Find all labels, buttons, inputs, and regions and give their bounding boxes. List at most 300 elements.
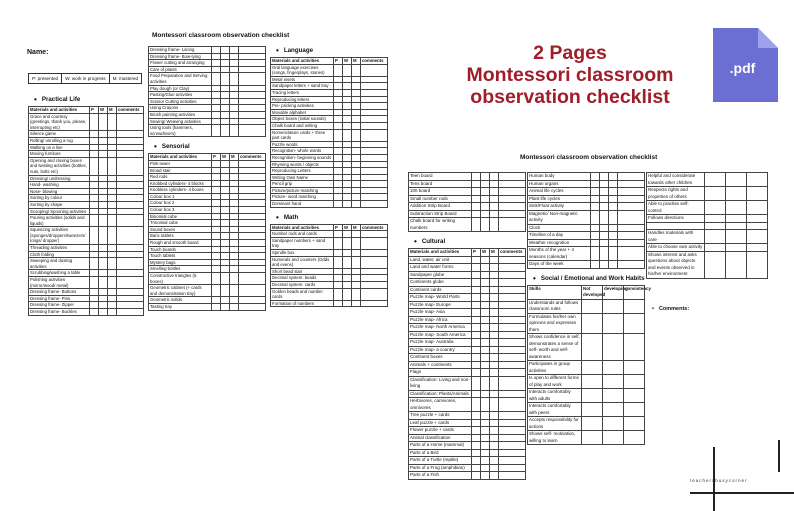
check-cell[interactable] [481, 286, 490, 294]
check-cell[interactable] [99, 227, 108, 245]
comment-cell[interactable] [499, 180, 526, 188]
check-cell[interactable] [90, 137, 99, 144]
check-cell[interactable] [108, 113, 117, 131]
check-cell[interactable] [747, 230, 768, 244]
check-cell[interactable] [221, 246, 230, 253]
check-cell[interactable] [212, 253, 221, 260]
check-cell[interactable] [90, 195, 99, 202]
check-cell[interactable] [472, 188, 481, 196]
check-cell[interactable] [343, 237, 352, 249]
comment-cell[interactable] [499, 412, 526, 420]
check-cell[interactable] [90, 208, 99, 215]
check-cell[interactable] [334, 250, 343, 257]
check-cell[interactable] [490, 457, 499, 465]
comment-cell[interactable] [239, 273, 266, 285]
check-cell[interactable] [591, 195, 600, 203]
check-cell[interactable] [472, 427, 481, 435]
check-cell[interactable] [343, 256, 352, 268]
check-cell[interactable] [481, 369, 490, 377]
check-cell[interactable] [212, 92, 221, 99]
check-cell[interactable] [609, 188, 618, 196]
check-cell[interactable] [609, 239, 618, 247]
check-cell[interactable] [472, 294, 481, 302]
comment-cell[interactable] [239, 303, 266, 310]
check-cell[interactable] [108, 245, 117, 252]
check-cell[interactable] [624, 313, 645, 334]
comment-cell[interactable] [499, 286, 526, 294]
check-cell[interactable] [230, 200, 239, 207]
comment-cell[interactable] [361, 282, 388, 289]
check-cell[interactable] [90, 227, 99, 245]
check-cell[interactable] [90, 215, 99, 227]
comment-cell[interactable] [239, 47, 266, 54]
check-cell[interactable] [212, 187, 221, 194]
comment-cell[interactable] [117, 151, 144, 158]
check-cell[interactable] [600, 188, 609, 196]
check-cell[interactable] [472, 369, 481, 377]
check-cell[interactable] [334, 122, 343, 129]
check-cell[interactable] [490, 354, 499, 362]
check-cell[interactable] [352, 122, 361, 129]
check-cell[interactable] [343, 194, 352, 201]
comment-cell[interactable] [499, 369, 526, 377]
check-cell[interactable] [490, 412, 499, 420]
check-cell[interactable] [99, 208, 108, 215]
check-cell[interactable] [108, 144, 117, 151]
check-cell[interactable] [582, 431, 603, 445]
check-cell[interactable] [603, 299, 624, 313]
check-cell[interactable] [230, 246, 239, 253]
check-cell[interactable] [472, 271, 481, 279]
check-cell[interactable] [334, 288, 343, 300]
check-cell[interactable] [490, 264, 499, 272]
check-cell[interactable] [334, 154, 343, 161]
check-cell[interactable] [212, 240, 221, 247]
comment-cell[interactable] [117, 182, 144, 189]
check-cell[interactable] [343, 83, 352, 90]
check-cell[interactable] [490, 188, 499, 196]
check-cell[interactable] [212, 73, 221, 85]
check-cell[interactable] [481, 390, 490, 398]
check-cell[interactable] [334, 64, 343, 76]
check-cell[interactable] [230, 273, 239, 285]
check-cell[interactable] [230, 266, 239, 273]
check-cell[interactable] [490, 376, 499, 390]
check-cell[interactable] [230, 259, 239, 266]
comment-cell[interactable] [239, 160, 266, 167]
check-cell[interactable] [747, 251, 768, 278]
check-cell[interactable] [472, 316, 481, 324]
check-cell[interactable] [230, 187, 239, 194]
check-cell[interactable] [352, 129, 361, 141]
check-cell[interactable] [212, 60, 221, 67]
comment-cell[interactable] [239, 66, 266, 73]
comment-cell[interactable] [117, 113, 144, 131]
check-cell[interactable] [343, 187, 352, 194]
comment-cell[interactable] [239, 246, 266, 253]
check-cell[interactable] [603, 417, 624, 431]
check-cell[interactable] [221, 233, 230, 240]
check-cell[interactable] [221, 200, 230, 207]
check-cell[interactable] [221, 85, 230, 92]
check-cell[interactable] [490, 286, 499, 294]
check-cell[interactable] [582, 313, 603, 334]
check-cell[interactable] [108, 131, 117, 138]
check-cell[interactable] [90, 175, 99, 182]
check-cell[interactable] [334, 168, 343, 175]
comment-cell[interactable] [361, 300, 388, 307]
comment-cell[interactable] [618, 188, 645, 196]
comment-cell[interactable] [361, 154, 388, 161]
check-cell[interactable] [490, 279, 499, 287]
comment-cell[interactable] [361, 161, 388, 168]
check-cell[interactable] [230, 285, 239, 297]
check-cell[interactable] [490, 271, 499, 279]
comment-cell[interactable] [499, 427, 526, 435]
check-cell[interactable] [603, 313, 624, 334]
comment-cell[interactable] [361, 109, 388, 116]
check-cell[interactable] [212, 220, 221, 227]
check-cell[interactable] [352, 103, 361, 110]
comment-cell[interactable] [618, 210, 645, 224]
check-cell[interactable] [472, 286, 481, 294]
check-cell[interactable] [352, 154, 361, 161]
check-cell[interactable] [481, 264, 490, 272]
comment-cell[interactable] [239, 98, 266, 105]
comment-cell[interactable] [117, 302, 144, 309]
check-cell[interactable] [99, 302, 108, 309]
comment-cell[interactable] [499, 203, 526, 211]
check-cell[interactable] [212, 266, 221, 273]
check-cell[interactable] [221, 220, 230, 227]
check-cell[interactable] [591, 247, 600, 261]
check-cell[interactable] [99, 157, 108, 175]
comment-cell[interactable] [239, 60, 266, 67]
check-cell[interactable] [221, 125, 230, 137]
comment-cell[interactable] [499, 316, 526, 324]
check-cell[interactable] [472, 457, 481, 465]
check-cell[interactable] [212, 98, 221, 105]
check-cell[interactable] [334, 282, 343, 289]
comment-cell[interactable] [239, 220, 266, 227]
check-cell[interactable] [481, 331, 490, 339]
check-cell[interactable] [490, 331, 499, 339]
check-cell[interactable] [352, 89, 361, 96]
comment-cell[interactable] [499, 361, 526, 369]
check-cell[interactable] [582, 299, 603, 313]
comment-cell[interactable] [499, 294, 526, 302]
check-cell[interactable] [334, 83, 343, 90]
check-cell[interactable] [334, 161, 343, 168]
check-cell[interactable] [343, 76, 352, 83]
check-cell[interactable] [472, 264, 481, 272]
check-cell[interactable] [352, 282, 361, 289]
check-cell[interactable] [99, 201, 108, 208]
check-cell[interactable] [726, 251, 747, 278]
check-cell[interactable] [481, 309, 490, 317]
check-cell[interactable] [90, 277, 99, 289]
check-cell[interactable] [352, 148, 361, 155]
comment-cell[interactable] [499, 398, 526, 412]
comment-cell[interactable] [361, 96, 388, 103]
check-cell[interactable] [212, 193, 221, 200]
check-cell[interactable] [624, 299, 645, 313]
comment-cell[interactable] [117, 245, 144, 252]
check-cell[interactable] [747, 201, 768, 215]
check-cell[interactable] [212, 233, 221, 240]
check-cell[interactable] [230, 193, 239, 200]
check-cell[interactable] [334, 116, 343, 123]
comment-cell[interactable] [499, 188, 526, 196]
check-cell[interactable] [343, 122, 352, 129]
check-cell[interactable] [108, 251, 117, 258]
comment-cell[interactable] [499, 346, 526, 354]
check-cell[interactable] [481, 316, 490, 324]
check-cell[interactable] [352, 116, 361, 123]
check-cell[interactable] [334, 141, 343, 148]
check-cell[interactable] [99, 131, 108, 138]
check-cell[interactable] [108, 157, 117, 175]
check-cell[interactable] [472, 195, 481, 203]
check-cell[interactable] [99, 277, 108, 289]
check-cell[interactable] [705, 187, 726, 201]
check-cell[interactable] [230, 303, 239, 310]
check-cell[interactable] [472, 376, 481, 390]
comment-cell[interactable] [618, 261, 645, 269]
check-cell[interactable] [481, 210, 490, 218]
check-cell[interactable] [334, 148, 343, 155]
check-cell[interactable] [481, 442, 490, 450]
check-cell[interactable] [90, 251, 99, 258]
check-cell[interactable] [221, 160, 230, 167]
check-cell[interactable] [221, 207, 230, 214]
check-cell[interactable] [334, 187, 343, 194]
comment-cell[interactable] [361, 129, 388, 141]
check-cell[interactable] [481, 464, 490, 472]
check-cell[interactable] [230, 213, 239, 220]
check-cell[interactable] [343, 174, 352, 181]
check-cell[interactable] [481, 346, 490, 354]
check-cell[interactable] [230, 207, 239, 214]
check-cell[interactable] [99, 188, 108, 195]
check-cell[interactable] [490, 464, 499, 472]
check-cell[interactable] [108, 289, 117, 296]
check-cell[interactable] [490, 369, 499, 377]
check-cell[interactable] [334, 174, 343, 181]
comment-cell[interactable] [239, 125, 266, 137]
comment-cell[interactable] [239, 233, 266, 240]
check-cell[interactable] [603, 403, 624, 417]
check-cell[interactable] [352, 109, 361, 116]
check-cell[interactable] [481, 427, 490, 435]
check-cell[interactable] [490, 218, 499, 232]
check-cell[interactable] [212, 118, 221, 125]
check-cell[interactable] [609, 180, 618, 188]
check-cell[interactable] [343, 148, 352, 155]
check-cell[interactable] [472, 464, 481, 472]
check-cell[interactable] [481, 398, 490, 412]
check-cell[interactable] [334, 256, 343, 268]
check-cell[interactable] [221, 98, 230, 105]
check-cell[interactable] [609, 195, 618, 203]
check-cell[interactable] [490, 173, 499, 181]
check-cell[interactable] [230, 118, 239, 125]
check-cell[interactable] [603, 334, 624, 361]
check-cell[interactable] [334, 201, 343, 208]
check-cell[interactable] [99, 182, 108, 189]
check-cell[interactable] [343, 250, 352, 257]
comment-cell[interactable] [361, 141, 388, 148]
comment-cell[interactable] [499, 324, 526, 332]
check-cell[interactable] [705, 201, 726, 215]
check-cell[interactable] [212, 85, 221, 92]
check-cell[interactable] [591, 239, 600, 247]
check-cell[interactable] [212, 125, 221, 137]
check-cell[interactable] [600, 203, 609, 211]
check-cell[interactable] [481, 449, 490, 457]
check-cell[interactable] [582, 389, 603, 403]
check-cell[interactable] [108, 302, 117, 309]
check-cell[interactable] [221, 253, 230, 260]
check-cell[interactable] [343, 168, 352, 175]
check-cell[interactable] [221, 266, 230, 273]
check-cell[interactable] [334, 275, 343, 282]
check-cell[interactable] [352, 194, 361, 201]
check-cell[interactable] [99, 195, 108, 202]
check-cell[interactable] [600, 210, 609, 224]
check-cell[interactable] [490, 339, 499, 347]
check-cell[interactable] [624, 375, 645, 389]
check-cell[interactable] [230, 66, 239, 73]
comment-cell[interactable] [361, 116, 388, 123]
check-cell[interactable] [490, 195, 499, 203]
check-cell[interactable] [99, 137, 108, 144]
check-cell[interactable] [591, 261, 600, 269]
check-cell[interactable] [600, 195, 609, 203]
check-cell[interactable] [472, 442, 481, 450]
comment-cell[interactable] [239, 92, 266, 99]
check-cell[interactable] [221, 180, 230, 187]
check-cell[interactable] [99, 289, 108, 296]
check-cell[interactable] [472, 449, 481, 457]
check-cell[interactable] [582, 375, 603, 389]
check-cell[interactable] [591, 203, 600, 211]
check-cell[interactable] [472, 309, 481, 317]
check-cell[interactable] [230, 53, 239, 60]
check-cell[interactable] [603, 375, 624, 389]
check-cell[interactable] [747, 244, 768, 252]
check-cell[interactable] [343, 116, 352, 123]
check-cell[interactable] [343, 300, 352, 307]
comment-cell[interactable] [499, 279, 526, 287]
comment-cell[interactable] [117, 289, 144, 296]
check-cell[interactable] [490, 324, 499, 332]
check-cell[interactable] [472, 301, 481, 309]
check-cell[interactable] [481, 361, 490, 369]
check-cell[interactable] [609, 261, 618, 269]
check-cell[interactable] [99, 295, 108, 302]
check-cell[interactable] [230, 111, 239, 118]
comment-cell[interactable] [239, 53, 266, 60]
check-cell[interactable] [334, 96, 343, 103]
check-cell[interactable] [600, 224, 609, 232]
comment-cell[interactable] [499, 419, 526, 427]
check-cell[interactable] [212, 66, 221, 73]
check-cell[interactable] [726, 215, 747, 223]
check-cell[interactable] [472, 331, 481, 339]
comment-cell[interactable] [117, 277, 144, 289]
check-cell[interactable] [334, 129, 343, 141]
check-cell[interactable] [490, 449, 499, 457]
check-cell[interactable] [490, 316, 499, 324]
check-cell[interactable] [472, 279, 481, 287]
comment-cell[interactable] [499, 339, 526, 347]
check-cell[interactable] [99, 175, 108, 182]
check-cell[interactable] [221, 60, 230, 67]
comment-cell[interactable] [239, 85, 266, 92]
check-cell[interactable] [343, 181, 352, 188]
check-cell[interactable] [490, 210, 499, 218]
comment-cell[interactable] [499, 449, 526, 457]
check-cell[interactable] [481, 203, 490, 211]
check-cell[interactable] [343, 96, 352, 103]
check-cell[interactable] [212, 213, 221, 220]
check-cell[interactable] [600, 247, 609, 261]
check-cell[interactable] [472, 361, 481, 369]
check-cell[interactable] [747, 222, 768, 230]
check-cell[interactable] [334, 268, 343, 275]
check-cell[interactable] [747, 173, 768, 187]
comment-cell[interactable] [117, 144, 144, 151]
check-cell[interactable] [221, 285, 230, 297]
check-cell[interactable] [705, 251, 726, 278]
check-cell[interactable] [472, 339, 481, 347]
check-cell[interactable] [481, 218, 490, 232]
check-cell[interactable] [352, 168, 361, 175]
comment-cell[interactable] [499, 457, 526, 465]
check-cell[interactable] [230, 240, 239, 247]
check-cell[interactable] [352, 187, 361, 194]
check-cell[interactable] [221, 240, 230, 247]
check-cell[interactable] [490, 427, 499, 435]
check-cell[interactable] [600, 239, 609, 247]
comment-cell[interactable] [239, 213, 266, 220]
check-cell[interactable] [490, 301, 499, 309]
check-cell[interactable] [90, 309, 99, 316]
check-cell[interactable] [230, 98, 239, 105]
check-cell[interactable] [108, 151, 117, 158]
check-cell[interactable] [600, 173, 609, 181]
check-cell[interactable] [230, 160, 239, 167]
check-cell[interactable] [352, 141, 361, 148]
comment-cell[interactable] [117, 208, 144, 215]
check-cell[interactable] [343, 89, 352, 96]
comment-cell[interactable] [361, 237, 388, 249]
check-cell[interactable] [490, 256, 499, 264]
check-cell[interactable] [230, 125, 239, 137]
check-cell[interactable] [90, 201, 99, 208]
check-cell[interactable] [108, 309, 117, 316]
check-cell[interactable] [212, 47, 221, 54]
comment-cell[interactable] [499, 173, 526, 181]
check-cell[interactable] [481, 271, 490, 279]
comment-cell[interactable] [499, 376, 526, 390]
check-cell[interactable] [481, 256, 490, 264]
check-cell[interactable] [212, 285, 221, 297]
check-cell[interactable] [90, 289, 99, 296]
check-cell[interactable] [481, 301, 490, 309]
comment-cell[interactable] [499, 195, 526, 203]
